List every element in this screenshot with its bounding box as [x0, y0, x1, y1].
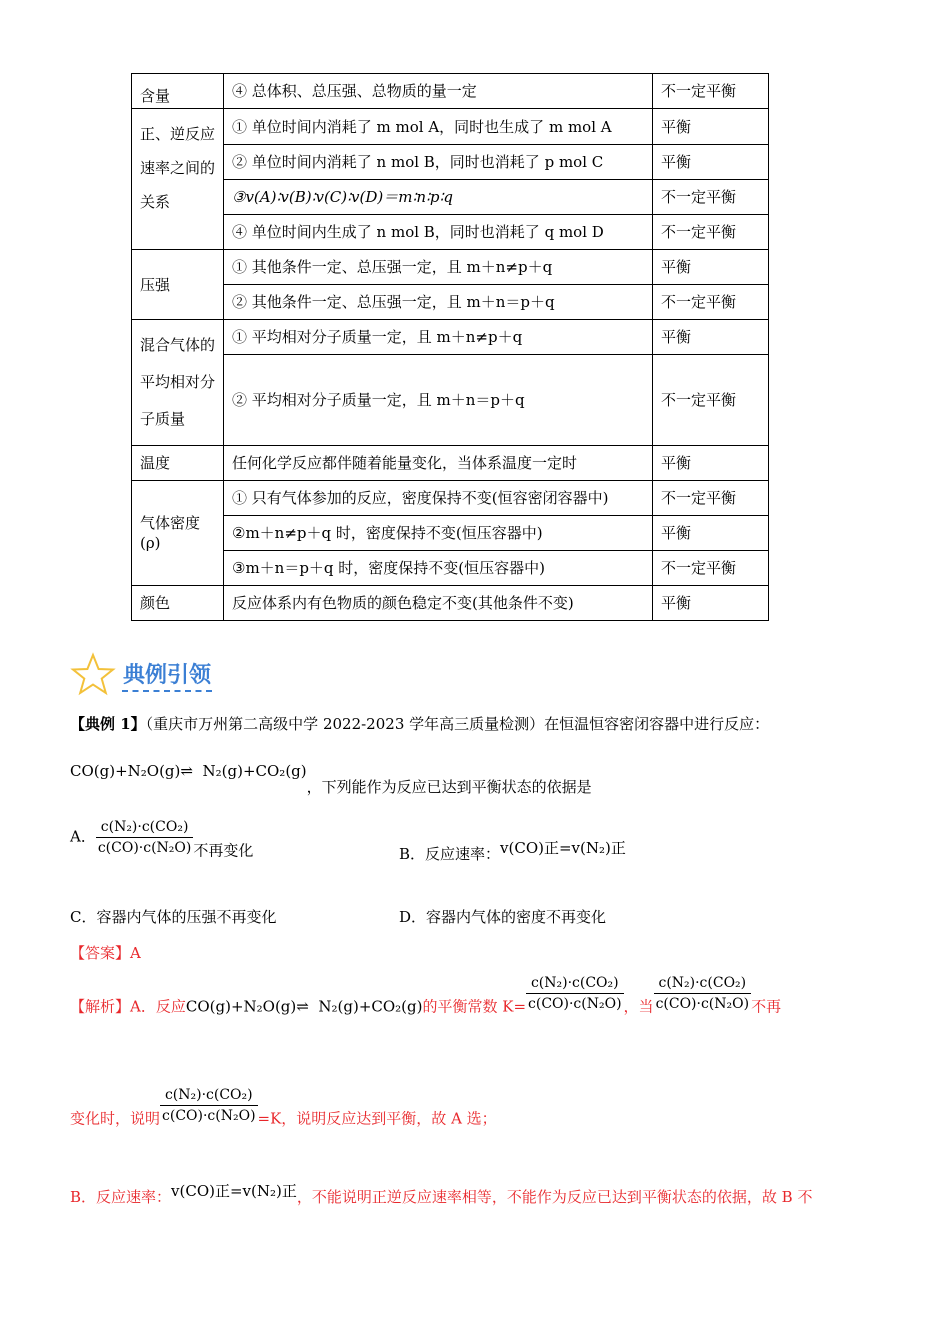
condition-cell: 反应体系内有色物质的颜色稳定不变(其他条件不变): [224, 586, 653, 621]
result-cell: 不一定平衡: [653, 285, 769, 320]
result-cell: 平衡: [653, 250, 769, 285]
option-a: A． $\frac{\text{c(N₂)·c(CO₂)}}{\text{c(CO)·c(N₂O)}}$ 不再变化: [70, 819, 254, 860]
group-cell: 正、逆反应速率之间的关系: [132, 109, 224, 250]
condition-cell: ① 其他条件一定、总压强一定，且 m＋n≠p＋q: [224, 250, 653, 285]
condition-cell: ② 平均相对分子质量一定，且 m＋n＝p＋q: [224, 355, 653, 446]
section-underline: [122, 690, 212, 692]
star-icon: [70, 652, 116, 698]
equilibrium-criteria-table: [131, 73, 769, 621]
result-cell: 不一定平衡: [653, 551, 769, 586]
result-cell: 平衡: [653, 145, 769, 180]
result-cell: 不一定平衡: [653, 74, 769, 109]
example-label: 【典例 1】: [70, 715, 146, 733]
option-d: D．容器内气体的密度不再变化: [399, 908, 607, 926]
result-cell: 平衡: [653, 446, 769, 481]
section-title: 典例引领: [123, 663, 212, 688]
condition-cell: ① 平均相对分子质量一定，且 m＋n≠p＋q: [224, 320, 653, 355]
group-cell: 混合气体的平均相对分子质量: [132, 320, 224, 446]
reaction-rhs: N₂(g)+CO₂(g): [202, 762, 307, 780]
result-cell: 平衡: [653, 516, 769, 551]
condition-cell: 任何化学反应都伴随着能量变化，当体系温度一定时: [224, 446, 653, 481]
rate-equation: v(CO)正=v(N₂)正: [500, 839, 626, 857]
result-cell: 不一定平衡: [653, 215, 769, 250]
k-fraction: $\frac{\text{c(N₂)·c(CO₂)}}{\text{c(CO)·c(N₂O)}}$: [97, 819, 192, 856]
condition-cell: ③m＋n＝p＋q 时，密度保持不变(恒压容器中): [224, 551, 653, 586]
answer-line: 【答案】A: [70, 944, 141, 962]
group-cell: 压强: [132, 250, 224, 320]
option-b: B．反应速率：v(CO)正=v(N₂)正: [399, 839, 626, 863]
condition-cell: ④ 总体积、总压强、总物质的量一定: [224, 74, 653, 109]
analysis-a: 【解析】A．反应CO(g)+N₂O(g)⇌ N₂(g)+CO₂(g)的平衡常数 K= $\frac{\text{c(N₂)·c(CO₂)}}{\text{c(CO)·c(N₂O)}}$ ，当 $\frac{\text{c(N₂)·c(CO₂)}}{\text{c(CO)·c(N₂O)}}$ 不再: [70, 975, 782, 1016]
analysis-a-cont: 变化时，说明 $\frac{\text{c(N₂)·c(CO₂)}}{\text{c(CO)·c(N₂O)}}$ =K，说明反应达到平衡，故 A 选；: [70, 1087, 497, 1128]
option-c: C．容器内气体的压强不再变化: [70, 908, 277, 926]
condition-cell: ④ 单位时间内生成了 n mol B，同时也消耗了 q mol D: [224, 215, 653, 250]
example-question: CO(g)+N₂O(g)⇌ N₂(g)+CO₂(g)，下列能作为反应已达到平衡状态的依据是: [70, 762, 592, 796]
condition-cell: ② 其他条件一定、总压强一定，且 m＋n＝p＋q: [224, 285, 653, 320]
result-cell: 不一定平衡: [653, 180, 769, 215]
result-cell: 平衡: [653, 109, 769, 145]
group-cell: 含量: [132, 74, 224, 109]
reaction-lhs: CO(g)+N₂O(g)⇌: [70, 762, 193, 780]
condition-cell: ③v(A)∶v(B)∶v(C)∶v(D)＝m∶n∶p∶q: [224, 180, 653, 215]
analysis-b: B．反应速率：v(CO)正=v(N₂)正，不能说明正逆反应速率相等，不能作为反应已达到平衡状态的依据，故 B 不: [70, 1182, 813, 1206]
example-intro: 【典例 1】（重庆市万州第二高级中学 2022-2023 学年高三质量检测）在恒温恒容密闭容器中进行反应：: [70, 715, 770, 733]
group-cell: 颜色: [132, 586, 224, 621]
k-fraction: $\frac{\text{c(N₂)·c(CO₂)}}{\text{c(CO)·c(N₂O)}}$: [528, 975, 622, 1012]
k-fraction: $\frac{\text{c(N₂)·c(CO₂)}}{\text{c(CO)·c(N₂O)}}$: [655, 975, 750, 1012]
group-cell: 温度: [132, 446, 224, 481]
condition-cell: ②m＋n≠p＋q 时，密度保持不变(恒压容器中): [224, 516, 653, 551]
result-cell: 不一定平衡: [653, 355, 769, 446]
section-header: [70, 652, 230, 700]
result-cell: 平衡: [653, 586, 769, 621]
condition-cell: ① 只有气体参加的反应，密度保持不变(恒容密闭容器中): [224, 481, 653, 516]
group-cell: 气体密度(ρ): [132, 481, 224, 586]
k-fraction: $\frac{\text{c(N₂)·c(CO₂)}}{\text{c(CO)·c(N₂O)}}$: [162, 1087, 256, 1124]
condition-cell: ① 单位时间内消耗了 m mol A，同时也生成了 m mol A: [224, 109, 653, 145]
condition-cell: ② 单位时间内消耗了 n mol B，同时也消耗了 p mol C: [224, 145, 653, 180]
result-cell: 平衡: [653, 320, 769, 355]
result-cell: 不一定平衡: [653, 481, 769, 516]
